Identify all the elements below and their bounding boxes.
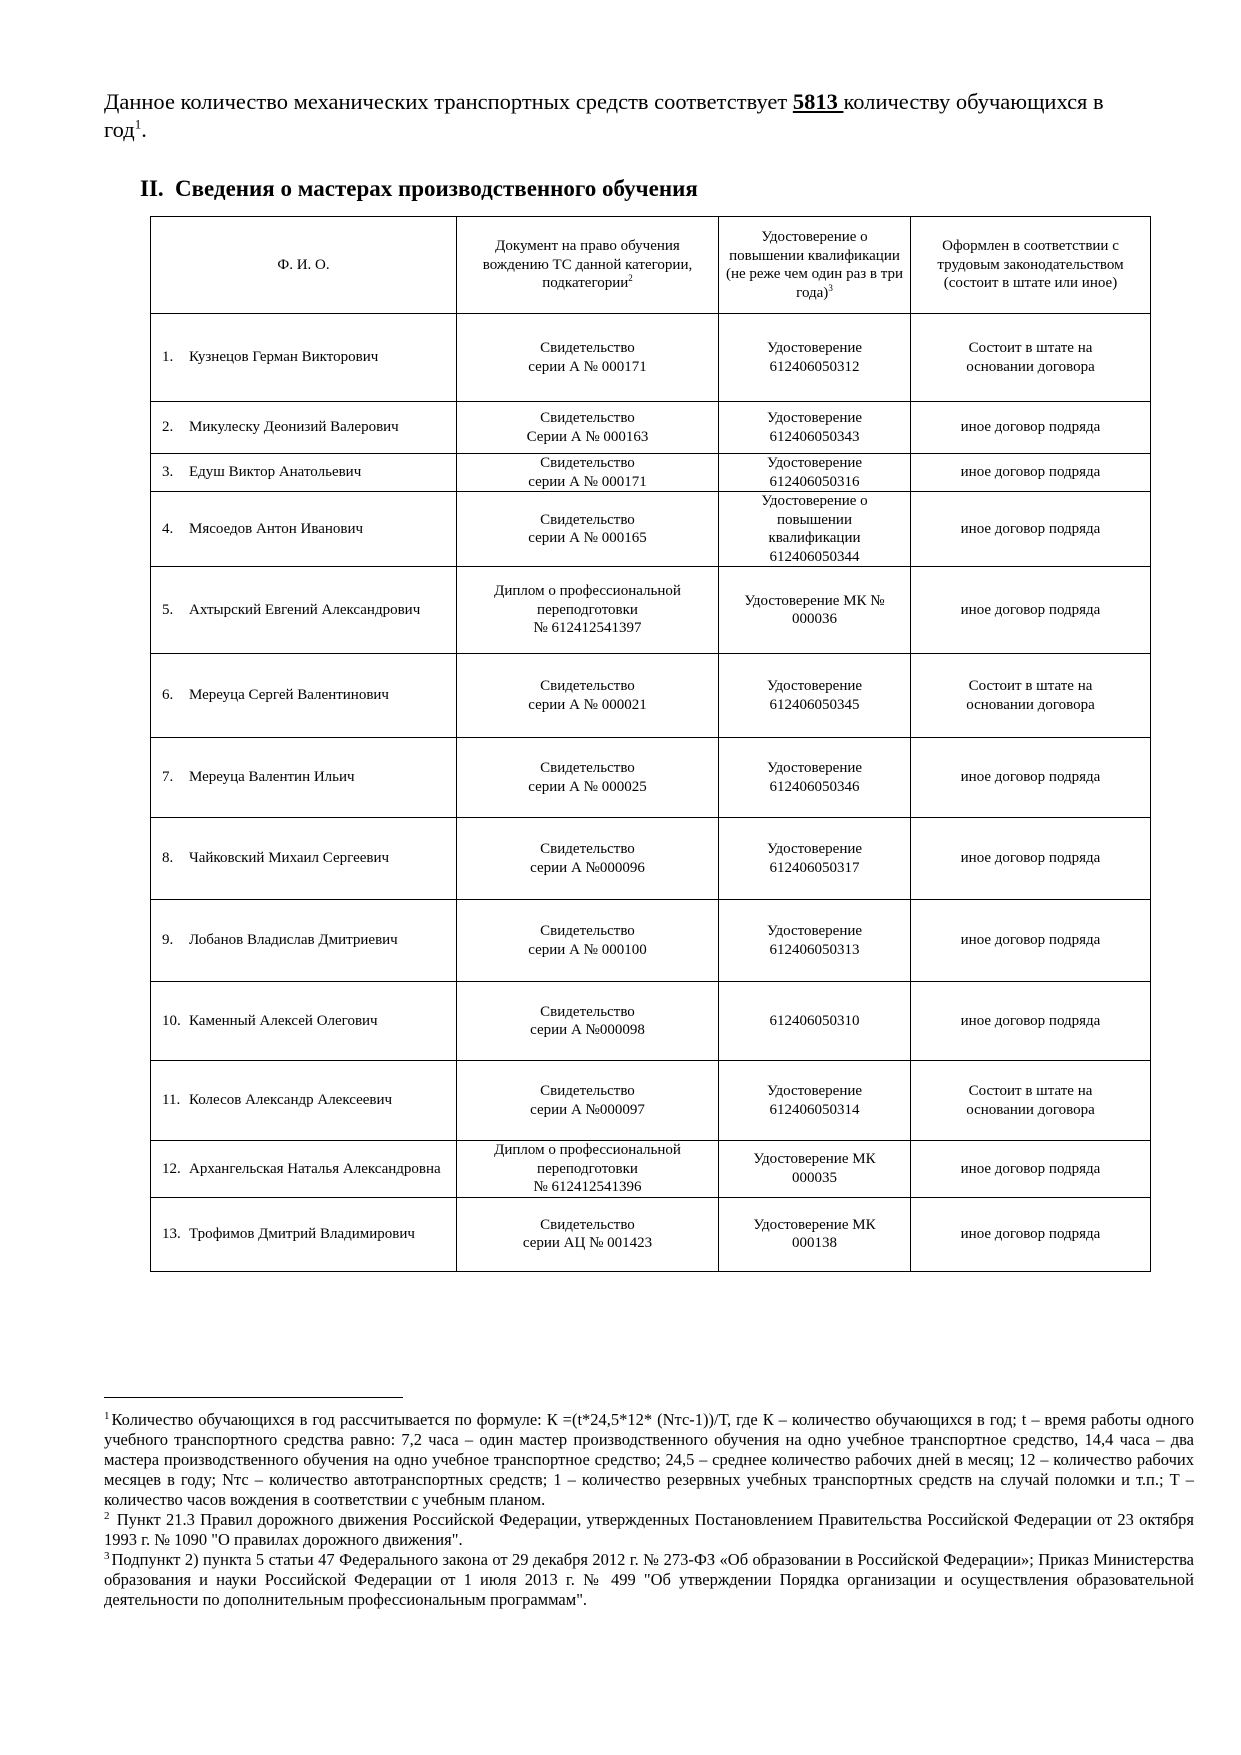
cell-certificate: Удостоверение 612406050317 bbox=[719, 818, 911, 900]
cell-document: Свидетельство серии А №000096 bbox=[457, 818, 719, 900]
footnote-ref-2[interactable]: 2 bbox=[628, 273, 633, 284]
cell-document: Свидетельство серии А № 000165 bbox=[457, 492, 719, 567]
cell-employment: Состоит в штате на основании договора bbox=[911, 654, 1151, 738]
footnote-marker: 2 bbox=[104, 1509, 110, 1522]
cell-name bbox=[151, 314, 457, 402]
cell-certificate: Удостоверение 612406050343 bbox=[719, 402, 911, 454]
master-name: Трофимов Дмитрий Владимирович bbox=[189, 1225, 415, 1242]
row-number: 12. bbox=[162, 1160, 181, 1177]
cell-employment: иное договор подряда bbox=[911, 738, 1151, 818]
row-number: 13. bbox=[162, 1225, 181, 1242]
master-name: Архангельская Наталья Александровна bbox=[189, 1160, 441, 1177]
footnote-separator bbox=[104, 1397, 403, 1398]
header-certificate: Удостоверение о повышении квалификации (не реже чем один раз в три года)$^3$ bbox=[719, 217, 911, 314]
cell-certificate: Удостоверение 612406050346 bbox=[719, 738, 911, 818]
table-row bbox=[151, 738, 1151, 818]
cell-document: Свидетельство серии А № 000025 bbox=[457, 738, 719, 818]
cell-certificate: Удостоверение 612406050345 bbox=[719, 654, 911, 738]
cell-employment: иное договор подряда bbox=[911, 818, 1151, 900]
footnote-marker: 1 bbox=[104, 1409, 110, 1422]
cell-document: Свидетельство серии А №000097 bbox=[457, 1061, 719, 1141]
table-row bbox=[151, 900, 1151, 982]
cell-name bbox=[151, 654, 457, 738]
table-row bbox=[151, 402, 1151, 454]
row-number: 3. bbox=[162, 464, 174, 481]
header-fio: Ф. И. О. bbox=[151, 217, 457, 314]
header-document: Документ на право обучения вождению ТС данной категории, подкатегории$^2$ bbox=[457, 217, 719, 314]
row-number: 7. bbox=[162, 769, 174, 786]
cell-document: Диплом о профессиональной переподготовки № 612412541397 bbox=[457, 567, 719, 654]
section-heading: Сведения о мастерах производственного обучения bbox=[175, 176, 698, 201]
master-name: Мясоедов Антон Иванович bbox=[189, 520, 364, 537]
table-row bbox=[151, 982, 1151, 1061]
row-number: 4. bbox=[162, 520, 174, 537]
cell-certificate: Удостоверение 612406050313 bbox=[719, 900, 911, 982]
cell-name bbox=[151, 982, 457, 1061]
cell-document: Свидетельство серии А №000098 bbox=[457, 982, 719, 1061]
section-number: II. bbox=[140, 176, 164, 201]
footnote-2 bbox=[104, 1510, 1194, 1550]
master-name: Чайковский Михаил Сергеевич bbox=[189, 850, 390, 867]
cell-certificate: Удостоверение 612406050314 bbox=[719, 1061, 911, 1141]
footnote-ref-3[interactable]: 3 bbox=[828, 282, 833, 293]
cell-certificate: 612406050310 bbox=[719, 982, 911, 1061]
cell-certificate: Удостоверение МК 000138 bbox=[719, 1197, 911, 1271]
row-number: 9. bbox=[162, 932, 174, 949]
footnotes bbox=[104, 1410, 1194, 1610]
cell-name bbox=[151, 492, 457, 567]
table-row bbox=[151, 454, 1151, 492]
footnote-1 bbox=[104, 1410, 1194, 1510]
cell-name bbox=[151, 1141, 457, 1198]
header-employment: Оформлен в соответствии с трудовым законодательством (состоит в штате или иное) bbox=[911, 217, 1151, 314]
cell-document: Свидетельство серии А № 000171 bbox=[457, 454, 719, 492]
cell-name bbox=[151, 1061, 457, 1141]
intro-text: Данное количество механических транспортных средств соответствует bbox=[104, 89, 793, 114]
table-row bbox=[151, 1061, 1151, 1141]
cell-name bbox=[151, 402, 457, 454]
cell-document: Свидетельство серии А № 000100 bbox=[457, 900, 719, 982]
row-number: 11. bbox=[162, 1092, 181, 1109]
footnote-marker: 3 bbox=[104, 1549, 110, 1562]
intro-paragraph: Данное количество механических транспортных средств соответствует 5813 количеству обучающихся в год$^1$. bbox=[104, 89, 1104, 142]
footnote-ref-1[interactable]: 1 bbox=[134, 116, 142, 132]
students-count: 5813 bbox=[792, 89, 844, 114]
intro-text-end: количеству обучающихся в год bbox=[104, 89, 1104, 142]
table-row bbox=[151, 1141, 1151, 1198]
table-header-row bbox=[151, 217, 1151, 314]
cell-employment: иное договор подряда bbox=[911, 492, 1151, 567]
cell-name bbox=[151, 738, 457, 818]
cell-employment: иное договор подряда bbox=[911, 1141, 1151, 1198]
master-name: Кузнецов Герман Викторович bbox=[189, 349, 379, 366]
cell-document: Диплом о профессиональной переподготовки № 612412541396 bbox=[457, 1141, 719, 1198]
row-number: 5. bbox=[162, 601, 174, 618]
table-row bbox=[151, 567, 1151, 654]
cell-employment: иное договор подряда bbox=[911, 567, 1151, 654]
footnote-text: Количество обучающихся в год рассчитывается по формуле: К =(t*24,5*12* (Nтс-1))/Т, где К – количество обучающихся в год; t – время работы одного учебного транспортного средства равно: 7,2 часа – один мастер производственного обучения на одно учебное транспортное средство, 14,4 часа – два мастера производственного обучения на одно учебное транспортное средство; 24,5 – среднее количество рабочих дней в месяц; 12 – количество рабочих месяцев в году; Nтс – количество автотранспортных средств; 1 – количество резервных учебных транспортных средств на случай поломки и т.п.; Т – количество часов вождения в соответствии с учебным планом. bbox=[104, 1410, 1194, 1509]
table-row bbox=[151, 314, 1151, 402]
master-name: Мереуца Сергей Валентинович bbox=[189, 687, 389, 704]
table-row bbox=[151, 818, 1151, 900]
cell-certificate: Удостоверение 612406050316 bbox=[719, 454, 911, 492]
table-row bbox=[151, 654, 1151, 738]
cell-employment: иное договор подряда bbox=[911, 982, 1151, 1061]
cell-employment: иное договор подряда bbox=[911, 900, 1151, 982]
cell-name bbox=[151, 1197, 457, 1271]
master-name: Микулеску Деонизий Валерович bbox=[189, 419, 399, 436]
cell-employment: Состоит в штате на основании договора bbox=[911, 314, 1151, 402]
master-name: Едуш Виктор Анатольевич bbox=[189, 464, 362, 481]
table-row bbox=[151, 1197, 1151, 1271]
row-number: 6. bbox=[162, 687, 174, 704]
cell-employment: иное договор подряда bbox=[911, 1197, 1151, 1271]
masters-table bbox=[150, 216, 1151, 1272]
section-title bbox=[140, 176, 698, 202]
master-name: Каменный Алексей Олегович bbox=[189, 1012, 378, 1029]
cell-name bbox=[151, 567, 457, 654]
row-number: 10. bbox=[162, 1012, 181, 1029]
table-row bbox=[151, 492, 1151, 567]
cell-certificate: Удостоверение о повышении квалификации 612406050344 bbox=[719, 492, 911, 567]
master-name: Ахтырский Евгений Александрович bbox=[189, 601, 421, 618]
cell-document: Свидетельство серии АЦ № 001423 bbox=[457, 1197, 719, 1271]
footnote-text: Пункт 21.3 Правил дорожного движения Российской Федерации, утвержденных Постановлением Правительства Российской Федерации от 23 октября 1993 г. № 1090 "О правилах дорожного движения". bbox=[104, 1510, 1194, 1549]
cell-name bbox=[151, 818, 457, 900]
master-name: Колесов Александр Алексеевич bbox=[189, 1092, 393, 1109]
cell-employment: иное договор подряда bbox=[911, 454, 1151, 492]
footnote-3 bbox=[104, 1550, 1194, 1610]
cell-employment: Состоит в штате на основании договора bbox=[911, 1061, 1151, 1141]
cell-certificate: Удостоверение МК 000035 bbox=[719, 1141, 911, 1198]
cell-document: Свидетельство серии А № 000171 bbox=[457, 314, 719, 402]
cell-certificate: Удостоверение МК № 000036 bbox=[719, 567, 911, 654]
cell-name bbox=[151, 900, 457, 982]
cell-document: Свидетельство серии А № 000021 bbox=[457, 654, 719, 738]
cell-name bbox=[151, 454, 457, 492]
row-number: 1. bbox=[162, 349, 174, 366]
row-number: 8. bbox=[162, 850, 174, 867]
cell-document: Свидетельство Серии А № 000163 bbox=[457, 402, 719, 454]
master-name: Мереуца Валентин Ильич bbox=[189, 769, 355, 786]
cell-certificate: Удостоверение 612406050312 bbox=[719, 314, 911, 402]
footnote-text: Подпункт 2) пункта 5 статьи 47 Федерального закона от 29 декабря 2012 г. № 273-ФЗ «Об образовании в Российской Федерации»; Приказ Министерства образования и науки Российской Федерации от 1 июля 2013 г. № 499 "Об утверждении Порядка организации и осуществления образовательной деятельности по дополнительным профессиональным программам". bbox=[104, 1550, 1194, 1609]
cell-employment: иное договор подряда bbox=[911, 402, 1151, 454]
row-number: 2. bbox=[162, 419, 174, 436]
master-name: Лобанов Владислав Дмитриевич bbox=[189, 932, 398, 949]
